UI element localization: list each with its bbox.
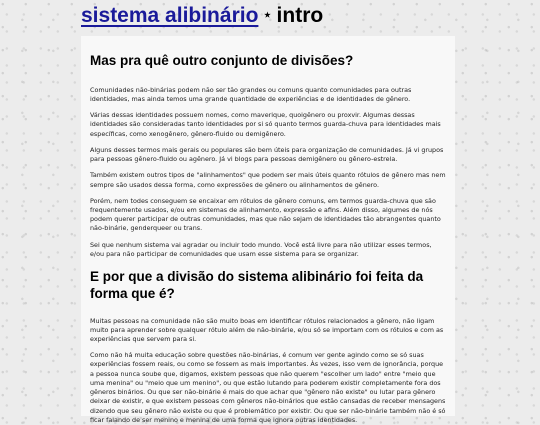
- section-heading-why-this-form: E por que a divisão do sistema alibinário foi feita da forma que é?: [90, 268, 424, 301]
- paragraph: Também existem outros tipos de "alinhamentos" que podem ser mais úteis quanto rótulos de gênero mas nem sempre são usados dessa forma, como expressões de gênero ou alinhamentos de gênero.: [90, 171, 446, 189]
- paragraph: Várias dessas identidades possuem nomes, como maverique, quoigênero ou proxvir. Algumas dessas identidades são consideradas tanto identidades por si só quanto termos guarda-chuva para identidades mais específicas, como xenogênero, gênero-fluido ou demigênero.: [90, 111, 441, 138]
- section-heading-why-divisions: Mas pra quê outro conjunto de divisões?: [90, 53, 354, 68]
- site-title-link[interactable]: sistema alibinário: [81, 4, 259, 27]
- content-card: [81, 36, 455, 424]
- site-header: [81, 3, 323, 29]
- paragraph: Como não há muita educação sobre questões não-binárias, é comum ver gente agindo como se só suas experiências fossem reais, ou como se fossem as mais importantes. Às vezes, isso vem de ignorância, porque a pessoa nunca soube que, digamos, existem pessoas que não querem "escolher um lado" entre "meio que uma menina" ou "meio que um menino", ou que estão lutando para poderem existir completamente fora dos gêneros binários. Ou que ser não-binárie é mais do que achar que "gênero não existe" ou lutar para gênero deixar de existir, e que existem pessoas com gêneros não-binários que estão cansadas de receber mensagens dizendo que seu gênero não existe ou que é problemático por existir. Ou que ser não-binárie também não é só ficar falando de ser menino e menina de uma forma que ignora outras identidades.: [90, 351, 446, 424]
- paragraph: Porém, nem todes conseguem se encaixar em rótulos de gênero comuns, em termos guarda-chuva que são frequentemente usados, e/ou em sistemas de alinhamento, expressão e afins. Além disso, algumes de nós podem querer participar de outras comunidades, mas que não sejam de identidades tão abrangentes quanto não-binárie, genderqueer ou trans.: [90, 196, 441, 233]
- paragraph: Comunidades não-binárias podem não ser tão grandes ou comuns quanto comunidades para outras identidades, mas ainda temos uma grande quantidade de experiências e de identidades de gênero.: [90, 85, 412, 104]
- page-title: intro: [276, 4, 324, 27]
- paragraph: Muitas pessoas na comunidade não são muito boas em identificar rótulos relacionados a gênero, não ligam muito para aprender sobre qualquer rótulo além de não-binárie, e/ou só se importam com os rótulos e com as experiências que servem para si.: [90, 316, 444, 344]
- paragraph: Sei que nenhum sistema vai agradar ou incluir todo mundo. Você está livre para não utilizar esses termos, e/ou para não participar de comunidades que usam esse sistema para se organizar.: [90, 240, 432, 258]
- paragraph: Alguns desses termos mais gerais ou populares são bem úteis para organização de comunidades. Já vi grupos para pessoas gênero-fluido ou agênero. Já vi blogs para pessoas demigênero ou gênero-estrela.: [90, 145, 444, 164]
- star-icon: ⋆: [263, 7, 272, 22]
